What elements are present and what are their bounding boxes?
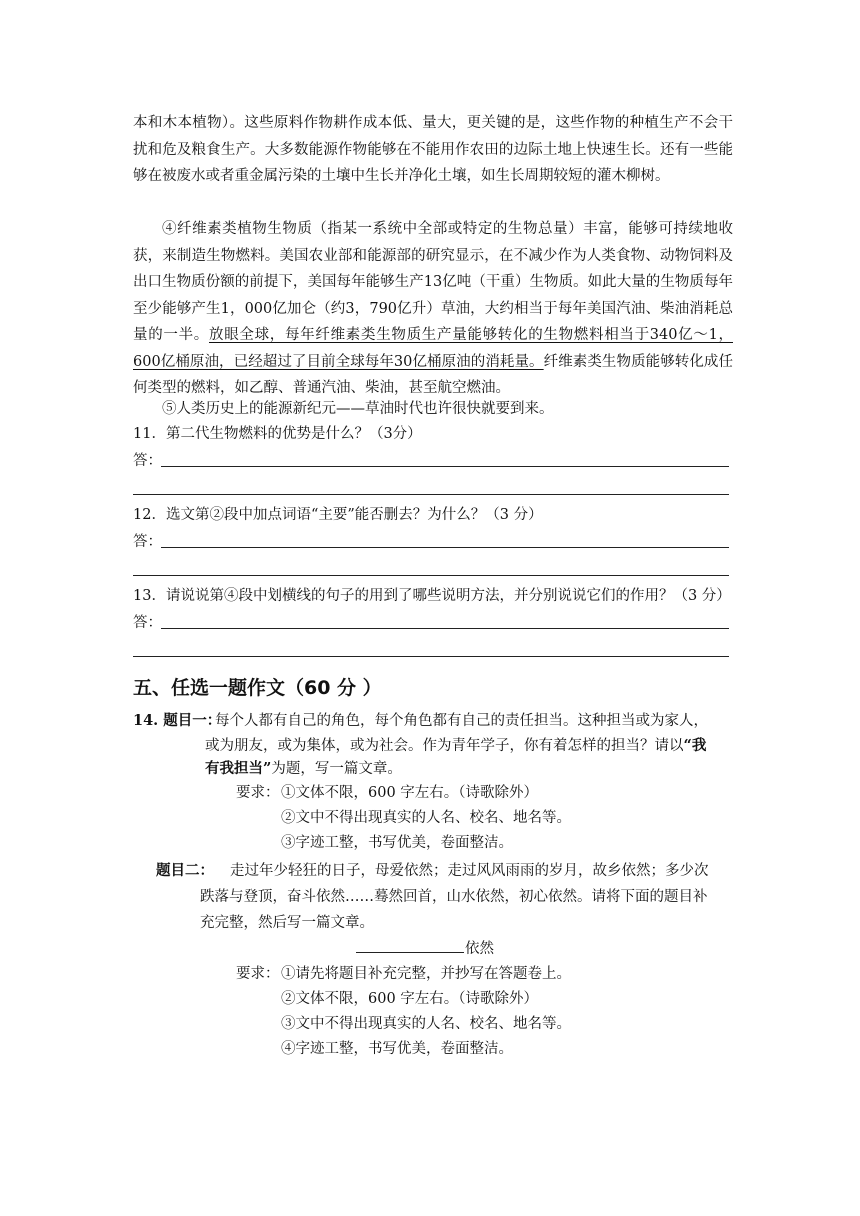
topic1-title: 有我担当”: [205, 760, 272, 777]
requirement-2-item-2: ②文体不限，600 字左右。（诗歌除外）: [281, 991, 539, 1007]
requirements-2-label: 要求：: [236, 966, 280, 982]
title-fill-line: [356, 938, 494, 960]
paragraph-4-text: ④纤维素类植物生物质（指某一系统中全部或特定的生物总量）丰富，能够可持续地收获，来制造生物燃料。美国农业部和能源部的研究显示，在不减少作为人类食物、动物饲料及出口生物质份额的前提下，美国每年能够生产13亿吨（干重）生物质。如此大量的生物质每年至少能够产生1，000亿加仑（约3，790亿升）草油，大约相当于每年美国汽油、柴油消耗总量的一半。: [133, 221, 733, 343]
underlined-sentence: 放眼全球，每年纤维素类生物质生产量能够转化的生物燃料相当于340亿～1，600亿桶原油，已经超过了目前全球每年30亿桶原油的消耗量。: [133, 327, 733, 370]
topic1-line2: [205, 735, 706, 757]
topic1-line1: 每个人都有自己的角色，每个角色都有自己的责任担当。这种担当或为家人，: [215, 713, 708, 729]
answer-line-13a[interactable]: [161, 628, 729, 629]
requirement-2-item-1: ①请先将题目补充完整，并抄写在答题卷上。: [281, 966, 571, 982]
topic2-line1: 走过年少轻狂的日子，母爱依然；走过风风雨雨的岁月，故乡依然；多少次: [230, 863, 709, 879]
passage-paragraph-5: ⑤人类历史上的能源新纪元——草油时代也许很快就要到来。: [162, 401, 554, 417]
topic2-line3: 充完整，然后写一篇文章。: [200, 915, 374, 931]
requirement-1-item-2: ②文中不得出现真实的人名、校名、地名等。: [281, 810, 571, 826]
topic2-label: 题目二：: [156, 862, 214, 879]
question-11: 11．第二代生物燃料的优势是什么？（3分）: [133, 426, 422, 442]
question-14-label: 14. 题目一：: [133, 712, 222, 729]
answer-label-11: 答：: [133, 453, 162, 469]
answer-line-11b[interactable]: [133, 494, 729, 495]
topic1-line3-text: 为题，写一篇文章。: [271, 761, 402, 777]
topic1-line2-text: 或为朋友，或为集体，或为社会。作为青年学子，你有着怎样的担当？请以: [205, 738, 684, 754]
topic1-quote-open: “我: [683, 737, 707, 754]
requirement-2-item-4: ④字迹工整，书写优美，卷面整洁。: [281, 1041, 513, 1057]
answer-label-12: 答：: [133, 534, 162, 550]
answer-line-12a[interactable]: [161, 547, 729, 548]
answer-line-11a[interactable]: [161, 466, 729, 467]
passage-paragraph-4: [133, 216, 733, 402]
question-12: 12．选文第②段中加点词语“主要”能否删去？为什么？（3 分）: [133, 507, 543, 523]
requirement-2-item-3: ③文中不得出现真实的人名、校名、地名等。: [281, 1016, 571, 1032]
answer-label-13: 答：: [133, 615, 162, 631]
topic1-line3: [205, 758, 402, 780]
requirements-1-label: 要求：: [236, 785, 280, 801]
title-blank[interactable]: [356, 938, 464, 953]
section-title: 五、任选一题作文（60 分 ）: [133, 677, 382, 699]
topic2-line2: 跌落与登顶，奋斗依然……蓦然回首，山水依然，初心依然。请将下面的题目补: [200, 889, 708, 905]
answer-line-13b[interactable]: [133, 656, 729, 657]
requirement-1-item-1: ①文体不限，600 字左右。（诗歌除外）: [281, 785, 539, 801]
answer-line-12b[interactable]: [133, 575, 729, 576]
title-suffix: 依然: [465, 941, 494, 957]
passage-paragraph-continued: 本和木本植物）。这些原料作物耕作成本低、量大，更关键的是，这些作物的种植生产不会干扰和危及粮食生产。大多数能源作物能够在不能用作农田的边际土地上快速生长。还有一些能够在被废水或者重金属污染的土壤中生长并净化土壤，如生长周期较短的灌木柳树。: [133, 115, 733, 184]
requirement-1-item-3: ③字迹工整，书写优美，卷面整洁。: [281, 835, 513, 851]
paragraph-4-tail: 纤维素类生物质能够转化成任何类型的燃料，如乙醇、普通汽油、柴油，甚至航空燃油。: [133, 353, 734, 396]
question-13: 13．请说说第④段中划横线的句子的用到了哪些说明方法，并分别说说它们的作用？（3 分）: [133, 588, 731, 604]
